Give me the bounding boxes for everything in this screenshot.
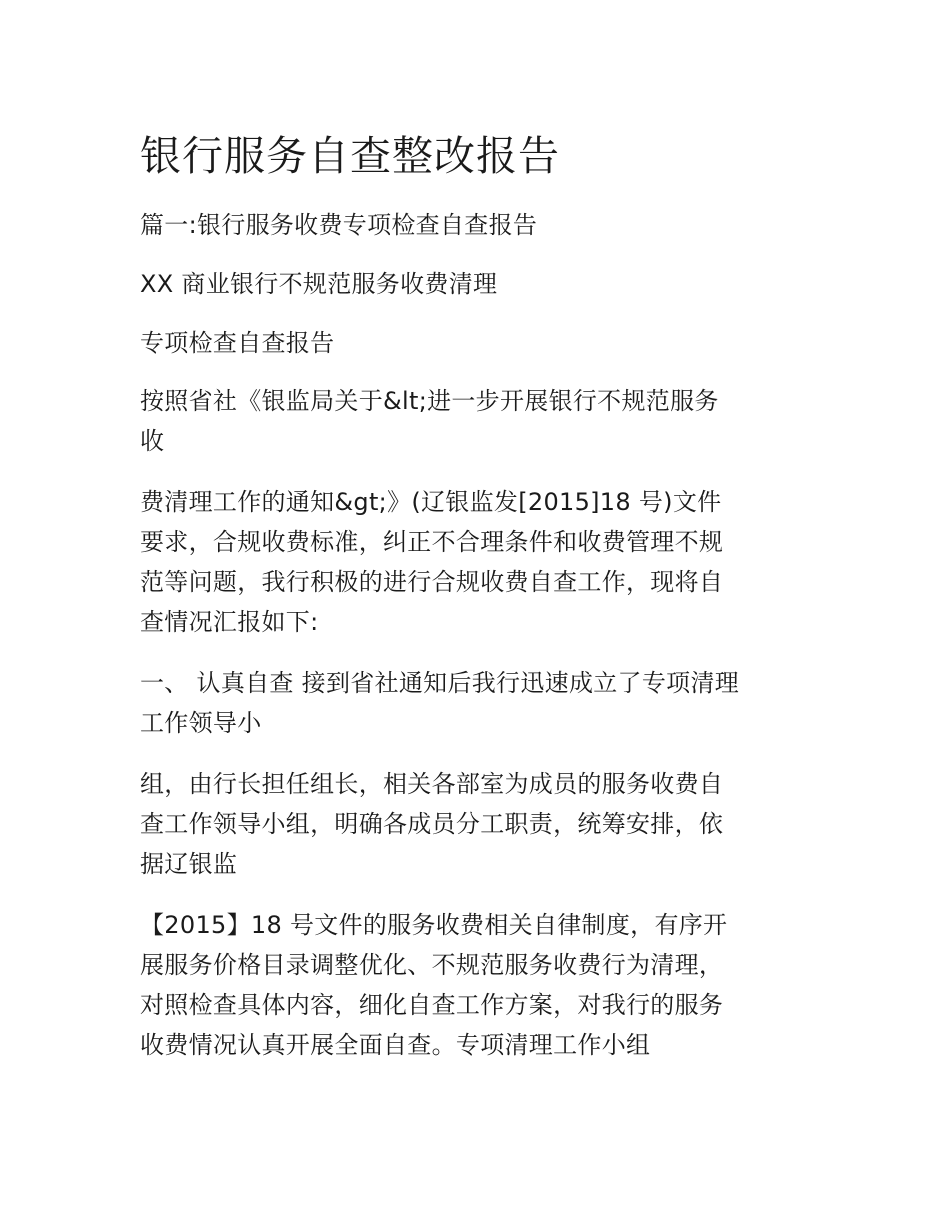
paragraph-section-1: 一、 认真自查 接到省社通知后我行迅速成立了专项清理 工作领导小 (140, 669, 740, 737)
paragraph-section-1-cont: 组，由行长担任组长，相关各部室为成员的服务收费自 查工作领导小组，明确各成员分工职责，统筹安排，依 据辽银监 (140, 770, 724, 878)
paragraph-intro-2: 费清理工作的通知&gt;》(辽银监发[2015]18 号)文件 要求，合规收费标准，纠正不合理条件和收费管理不规 范等问题，我行积极的进行合规收费自查工作，现将自 查情况汇报如下: (140, 488, 724, 636)
document-title: 银行服务自查整改报告 (140, 132, 560, 180)
paragraph-intro-1: 按照省社《银监局关于&lt;进一步开展银行不规范服务 收 (140, 387, 719, 455)
paragraph-report-heading: 专项检查自查报告 (140, 329, 335, 357)
paragraph-section-1-detail: 【2015】18 号文件的服务收费相关自律制度，有序开 展服务价格目录调整优化、不规范服务收费行为清理， 对照检查具体内容，细化自查工作方案，对我行的服务 收费情况认真开展全面自查。专项清理工作小组 (140, 911, 728, 1059)
paragraph-subtitle: 篇一:银行服务收费专项检查自查报告 (140, 211, 538, 239)
paragraph-bank-heading: XX 商业银行不规范服务收费清理 (140, 270, 498, 298)
